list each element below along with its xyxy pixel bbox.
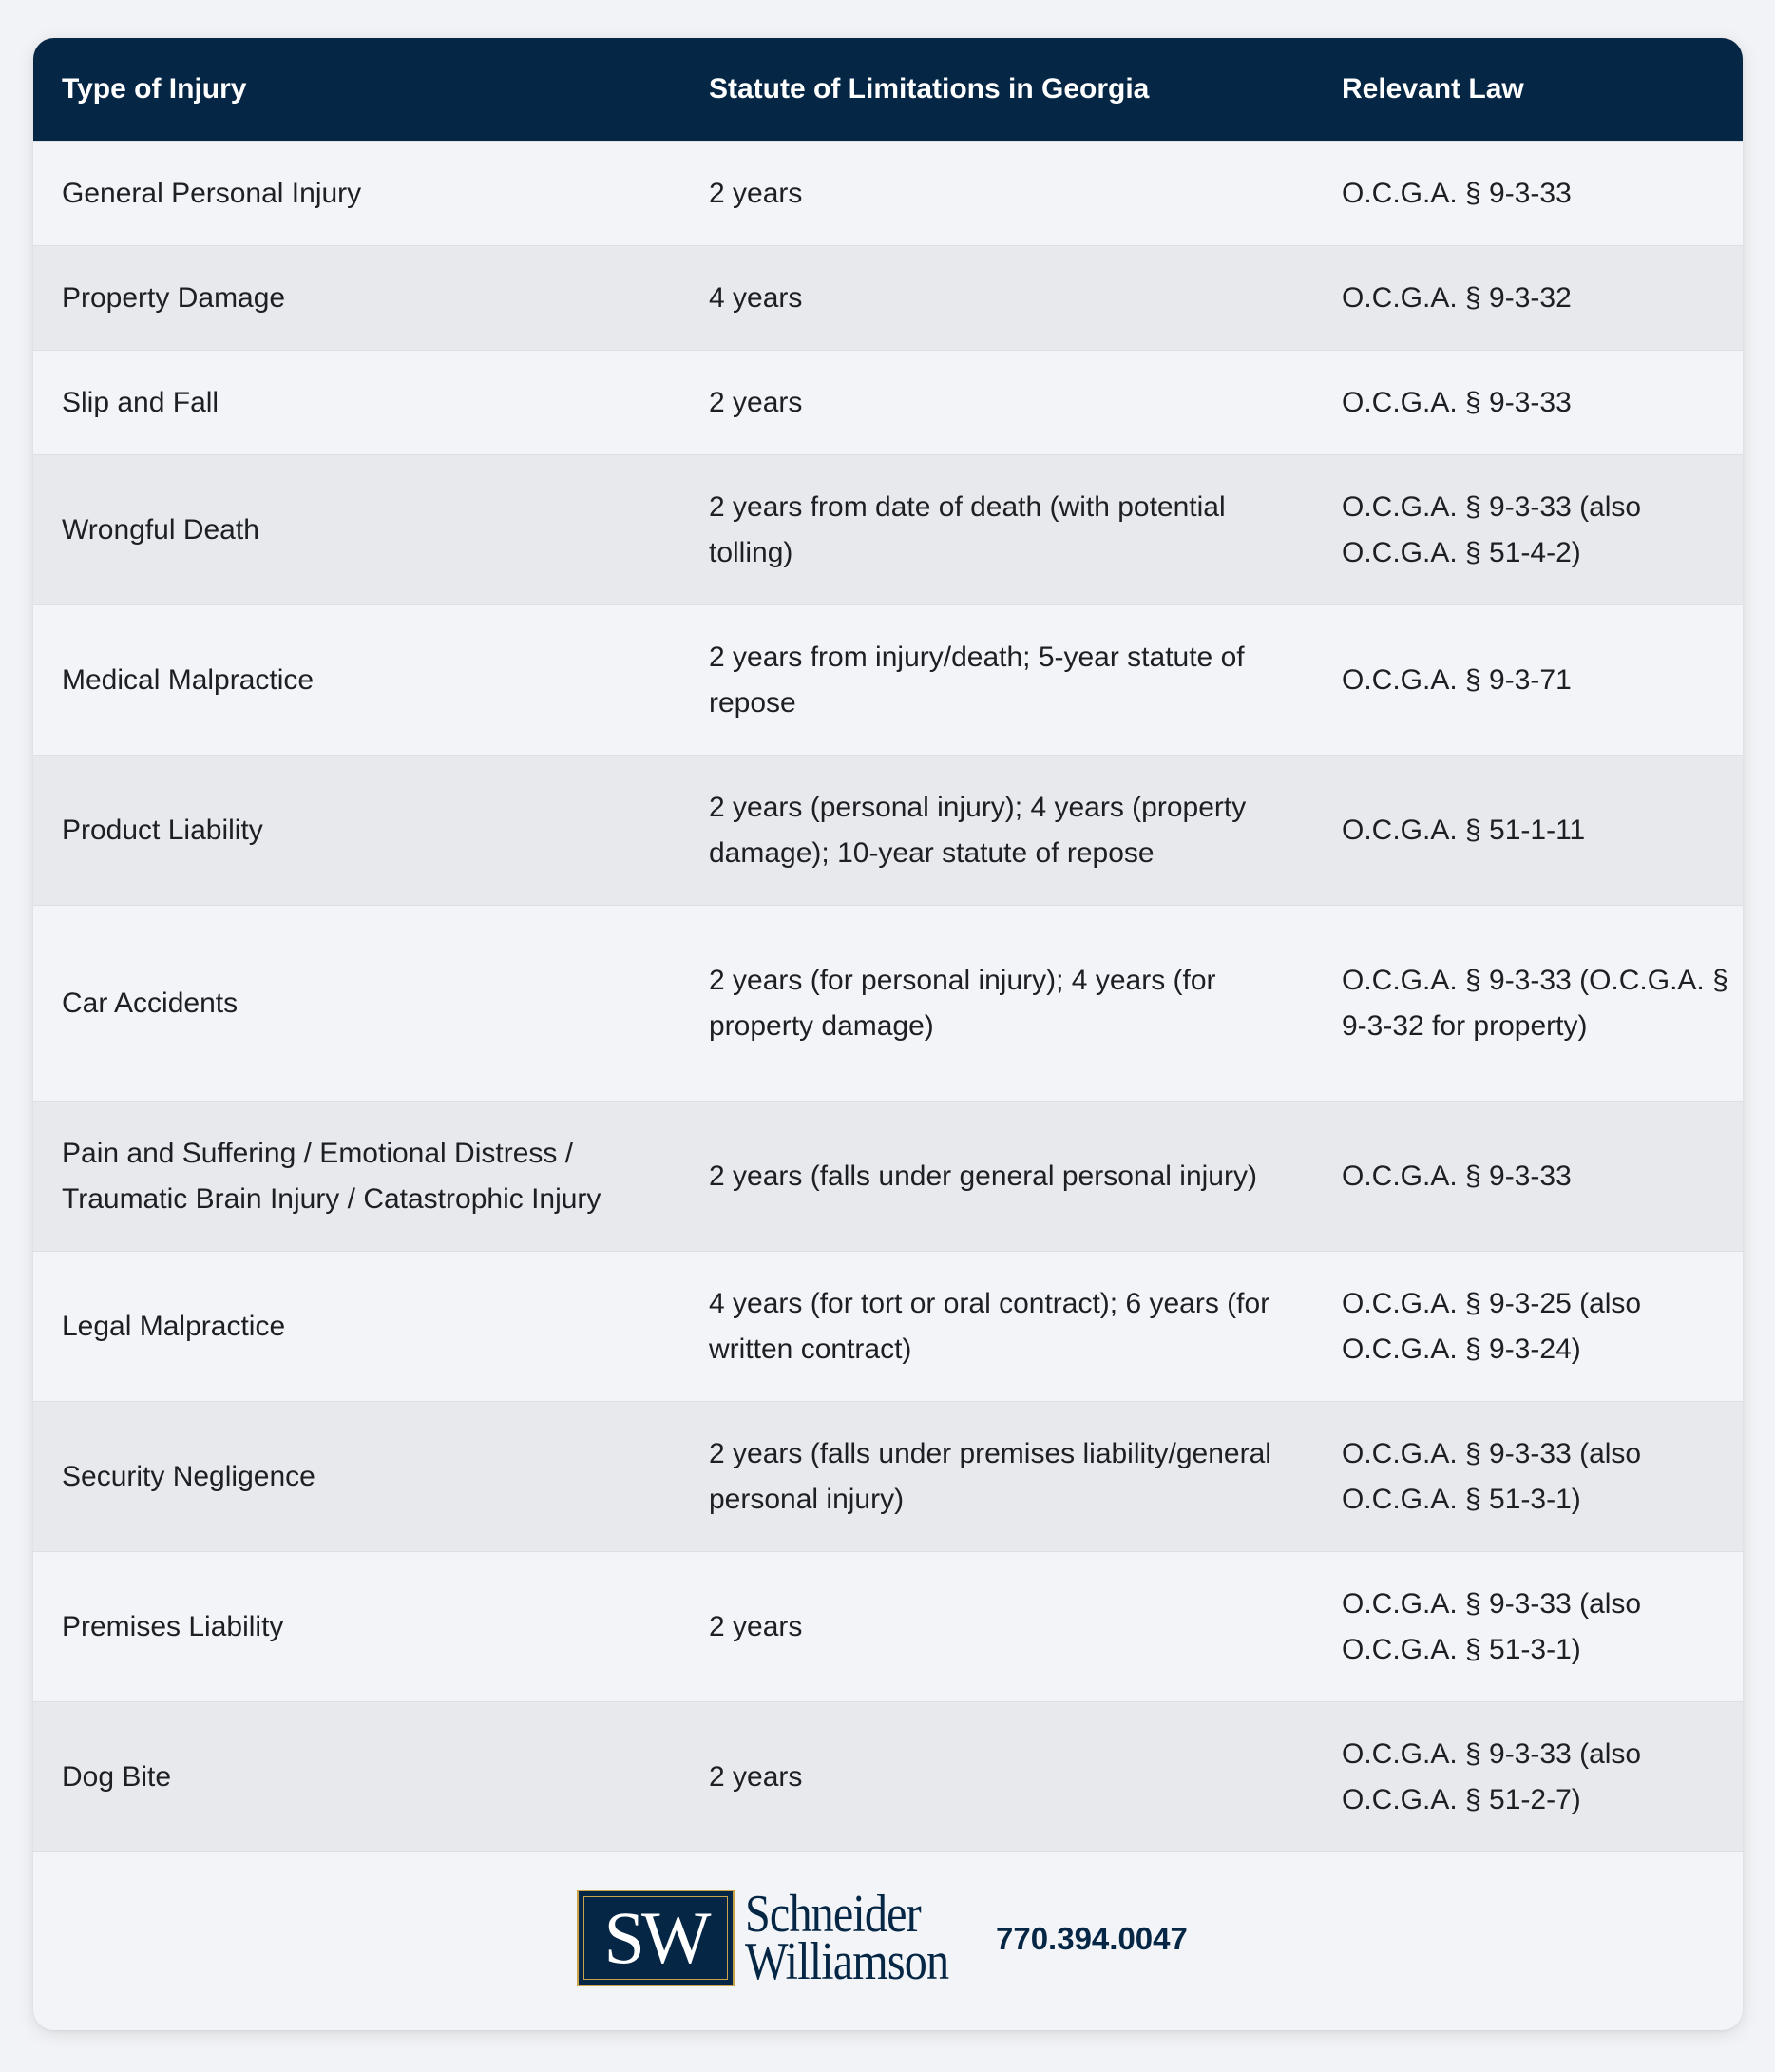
cell-statute: 2 years from date of death (with potential tolling)	[709, 490, 1226, 568]
table-row	[33, 245, 1743, 350]
header-type-of-injury: Type of Injury	[62, 73, 247, 105]
cell-law: O.C.G.A. § 51-1-11	[1342, 814, 1586, 846]
logo-initials: SW	[583, 1896, 728, 1980]
logo-mark	[577, 1890, 735, 1986]
cell-law: O.C.G.A. § 9-3-32	[1342, 281, 1572, 314]
cell-law: O.C.G.A. § 9-3-33 (also O.C.G.A. § 51-4-2)	[1342, 490, 1642, 568]
cell-type: Premises Liability	[62, 1610, 284, 1642]
cell-statute: 2 years (falls under premises liability/general personal injury)	[709, 1437, 1271, 1515]
cell-statute: 2 years	[709, 1610, 803, 1642]
cell-statute: 4 years (for tort or oral contract); 6 years (for written contract)	[709, 1287, 1270, 1365]
cell-law: O.C.G.A. § 9-3-33 (also O.C.G.A. § 51-3-1)	[1342, 1437, 1642, 1515]
cell-type: Security Negligence	[62, 1460, 315, 1492]
header-relevant-law: Relevant Law	[1342, 73, 1524, 105]
table-row	[33, 905, 1743, 1101]
cell-type: Pain and Suffering / Emotional Distress / Traumatic Brain Injury / Catastrophic Injury	[62, 1137, 601, 1215]
logo-line-williamson: Williamson	[745, 1932, 949, 1991]
cell-type: Wrongful Death	[62, 513, 259, 546]
cell-type: Property Damage	[62, 281, 286, 314]
table-row	[33, 1701, 1743, 1851]
cell-law: O.C.G.A. § 9-3-33 (also O.C.G.A. § 51-3-1)	[1342, 1587, 1642, 1665]
cell-type: Medical Malpractice	[62, 663, 315, 696]
table-row	[33, 454, 1743, 604]
cell-statute: 2 years	[709, 1760, 803, 1793]
cell-statute: 2 years (falls under general personal injury)	[709, 1160, 1257, 1192]
table-row	[33, 1251, 1743, 1401]
table-row	[33, 1101, 1743, 1251]
logo-wordmark	[745, 1885, 949, 1991]
cell-law: O.C.G.A. § 9-3-71	[1342, 663, 1572, 696]
cell-statute: 2 years	[709, 177, 803, 209]
cell-law: O.C.G.A. § 9-3-33	[1342, 177, 1572, 209]
cell-statute: 4 years	[709, 281, 803, 314]
cell-law: O.C.G.A. § 9-3-33	[1342, 386, 1572, 418]
cell-statute: 2 years	[709, 386, 803, 418]
cell-type: Dog Bite	[62, 1760, 172, 1793]
cell-law: O.C.G.A. § 9-3-33	[1342, 1160, 1572, 1192]
cell-type: General Personal Injury	[62, 177, 362, 209]
table-row	[33, 1401, 1743, 1551]
cell-type: Slip and Fall	[62, 386, 219, 418]
cell-type: Car Accidents	[62, 987, 239, 1019]
phone-number[interactable]: 770.394.0047	[996, 1921, 1188, 1956]
table-header	[33, 38, 1743, 141]
table-row	[33, 141, 1743, 245]
cell-law: O.C.G.A. § 9-3-33 (O.C.G.A. § 9-3-32 for property)	[1342, 964, 1728, 1042]
table-row	[33, 755, 1743, 905]
cell-statute: 2 years from injury/death; 5-year statute of repose	[709, 641, 1245, 719]
statute-table-card	[33, 38, 1743, 2030]
cell-statute: 2 years (for personal injury); 4 years (for property damage)	[709, 964, 1216, 1042]
cell-type: Product Liability	[62, 814, 263, 846]
cell-statute: 2 years (personal injury); 4 years (property damage); 10-year statute of repose	[709, 791, 1247, 869]
header-statute: Statute of Limitations in Georgia	[709, 73, 1150, 105]
cell-type: Legal Malpractice	[62, 1310, 286, 1342]
cell-law: O.C.G.A. § 9-3-25 (also O.C.G.A. § 9-3-24)	[1342, 1287, 1642, 1365]
cell-law: O.C.G.A. § 9-3-33 (also O.C.G.A. § 51-2-7)	[1342, 1737, 1642, 1815]
footer	[33, 1851, 1743, 2030]
table-row	[33, 604, 1743, 755]
table-row	[33, 1551, 1743, 1701]
logo-line-schneider: Schneider	[745, 1885, 921, 1944]
table-row	[33, 350, 1743, 454]
